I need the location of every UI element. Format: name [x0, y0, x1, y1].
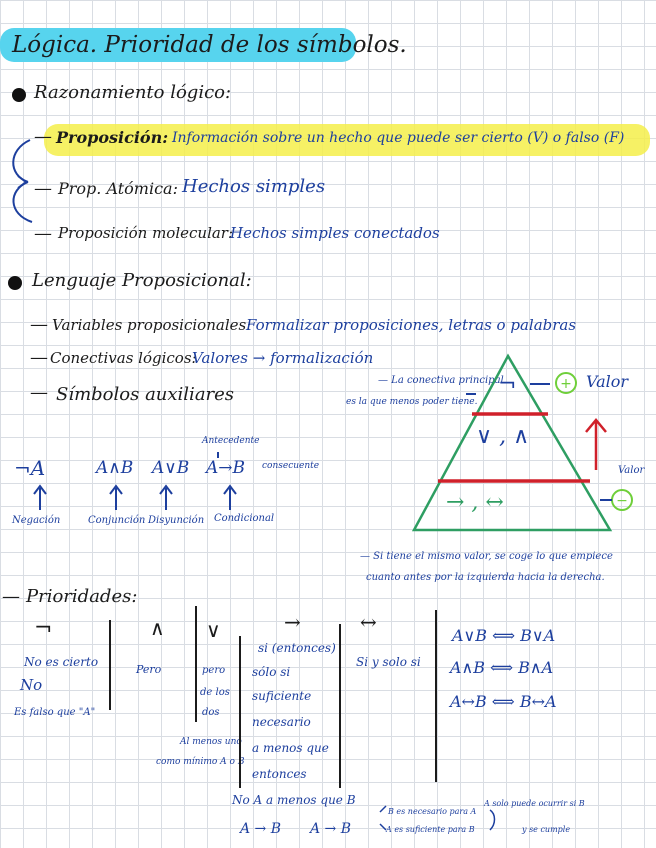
equivalence-2: A∧B ⟺ B∧A	[450, 658, 554, 677]
col5-symbol: ↔	[360, 610, 377, 634]
col1-text-1: No es cierto	[24, 655, 99, 669]
pyramid-note-bottom-2: cuanto antes por la izquierda hacia la derecha.	[366, 572, 605, 583]
priority-up-arrow	[586, 420, 606, 470]
col3-text-1: pero	[202, 665, 226, 676]
column-separators	[110, 606, 436, 788]
minus-sign: −	[616, 493, 628, 509]
dash: —	[2, 586, 20, 607]
col1-symbol: ¬	[34, 616, 53, 641]
dash: —	[34, 178, 52, 199]
col1-text-3: Es falso que "A"	[14, 707, 96, 718]
col1-text-2: No	[20, 676, 43, 694]
col4-text-1: si (entonces)	[258, 641, 336, 655]
pyramid-bottom-symbols: → , ↔	[446, 490, 504, 515]
conectivas-text: Valores → formalización	[192, 349, 374, 367]
disj-symbol: A∨B	[152, 458, 190, 478]
pyramid-triangle	[414, 356, 610, 530]
valor-bottom-label: Valor	[618, 465, 645, 476]
col3-text-2: de los	[200, 687, 230, 698]
molecular-text: Hechos simples conectados	[230, 224, 440, 242]
col2-text: Pero	[136, 663, 162, 676]
proposicion-text: Información sobre un hecho que puede ser cierto (V) o falso (F)	[172, 130, 625, 146]
prioridades-heading: Prioridades:	[26, 586, 138, 607]
conectivas-label: Conectivas lógicos:	[50, 349, 197, 367]
pyramid-note-bottom-1: — Si tiene el mismo valor, se coge lo que empiece	[360, 551, 613, 562]
pyramid-top-symbol: ¬	[498, 372, 517, 397]
bottom-formula-b: A → B	[310, 821, 352, 837]
equivalence-1: A∨B ⟺ B∨A	[452, 626, 556, 645]
bracket-curve	[13, 140, 32, 222]
consecuente-label: consecuente	[262, 461, 320, 471]
col3-symbol: ∨	[206, 618, 221, 642]
antecedente-label: Antecedente	[202, 436, 260, 446]
col4-text-3: suficiente	[252, 689, 312, 703]
bottom-note-1: B es necesario para A	[388, 807, 477, 816]
bottom-note-3: A solo puede ocurrir si B	[484, 799, 585, 808]
col4-text-6: entonces	[252, 767, 307, 781]
molecular-label: Proposición molecular:	[58, 224, 234, 242]
dash: —	[30, 382, 48, 403]
bottom-note-4: y se cumple	[522, 825, 571, 834]
proposicion-label: Proposición:	[56, 128, 169, 147]
bottom-formula-a: A → B	[240, 821, 282, 837]
bracket-arrow	[18, 176, 26, 188]
pyramid-middle-symbols: ∨ , ∧	[476, 424, 530, 449]
col3-note-2: como mínimo A o B	[156, 757, 245, 767]
neg-label: Negación	[12, 515, 61, 526]
dash: —	[30, 314, 48, 335]
atomica-text: Hechos simples	[182, 176, 326, 197]
variables-label: Variables proposicionales:	[52, 316, 252, 334]
razonamiento-heading: Razonamiento lógico:	[34, 82, 232, 103]
variables-text: Formalizar proposiciones, letras o palabras	[246, 316, 577, 334]
neg-symbol: ¬A	[14, 456, 46, 480]
bottom-note-2: A es suficiente para B	[386, 825, 475, 834]
col3-note-1: Al menos uno	[180, 737, 242, 747]
pyramid-note-left-2: es la que menos poder tiene.	[346, 397, 478, 407]
col4-text-4: necesario	[252, 715, 311, 729]
conj-symbol: A∧B	[96, 458, 134, 478]
col4-text-5: a menos que	[252, 741, 329, 755]
col4-symbol: →	[284, 610, 301, 634]
dash: —	[30, 347, 48, 368]
cond-label: Condicional	[214, 513, 275, 524]
valor-top-label: Valor	[586, 372, 629, 391]
bottom-brace	[380, 806, 495, 830]
cond-symbol: A→B	[206, 458, 246, 478]
symbol-arrows	[34, 452, 236, 510]
disj-label: Disyunción	[148, 515, 205, 526]
col2-symbol: ∧	[150, 616, 165, 640]
page-title: Lógica. Prioridad de los símbolos.	[12, 32, 407, 58]
conj-label: Conjunción	[88, 515, 146, 526]
bottom-line-1: No A a menos que B	[232, 793, 356, 807]
equivalence-3: A↔B ⟺ B↔A	[450, 692, 557, 711]
pyramid-note-left-1: — La conectiva principal	[378, 375, 504, 386]
lenguaje-heading: Lenguaje Proposicional:	[32, 270, 252, 291]
dash: —	[34, 223, 52, 244]
simbolos-label: Símbolos auxiliares	[56, 384, 235, 405]
col3-text-3: dos	[202, 707, 220, 718]
col4-text-2: sólo si	[252, 665, 291, 679]
dash: —	[34, 126, 52, 147]
col5-text: Si y solo si	[356, 655, 421, 669]
atomica-label: Prop. Atómica:	[58, 179, 178, 198]
plus-sign: +	[560, 376, 572, 392]
